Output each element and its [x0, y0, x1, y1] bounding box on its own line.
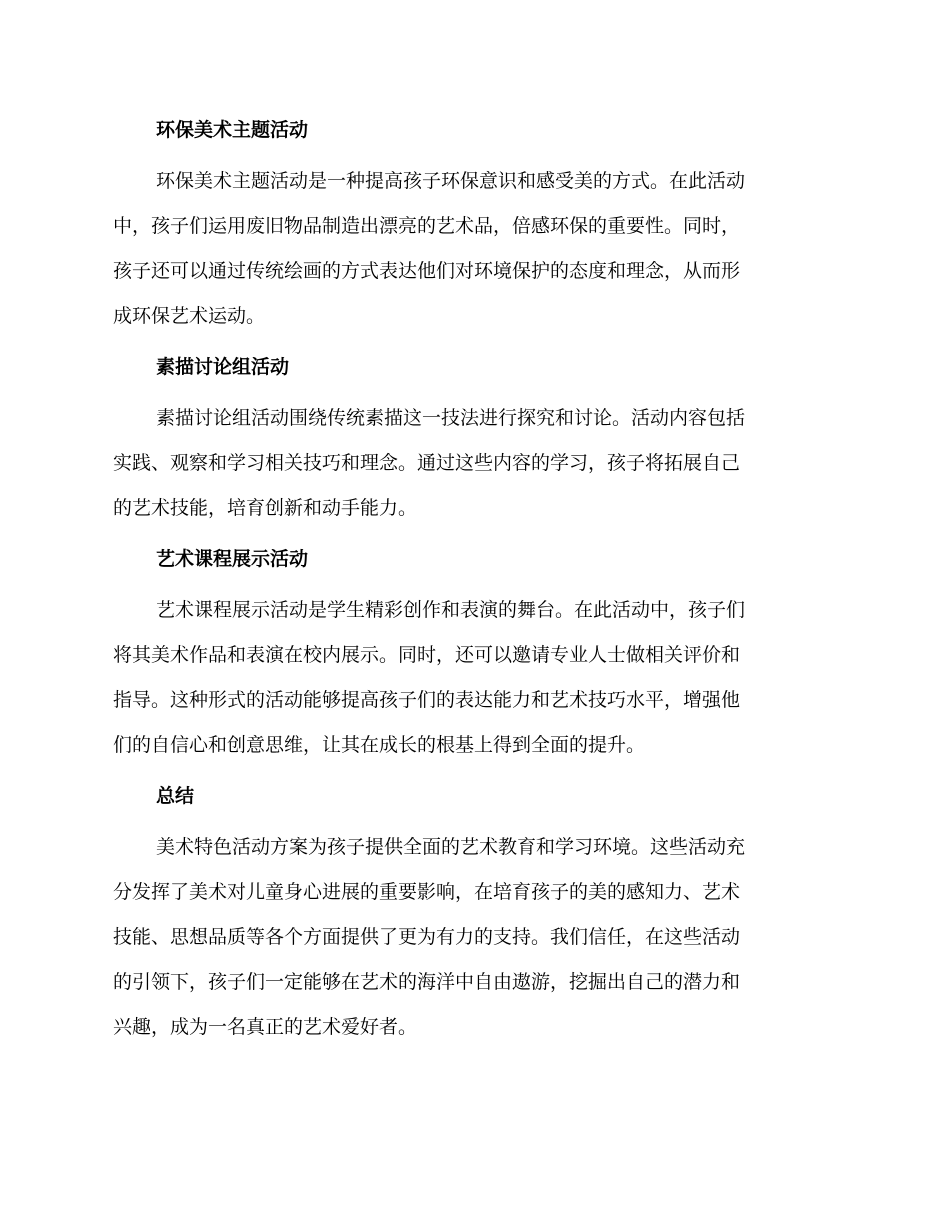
paragraph-line: 的引领下，孩子们一定能够在艺术的海洋中自由遨游，挖掘出自己的潜力和: [113, 971, 741, 993]
paragraph-line: 分发挥了美术对儿童身心进展的重要影响，在培育孩子的美的感知力、艺术: [113, 881, 741, 903]
section-paragraph-summary: [113, 825, 835, 1050]
paragraph-line: 实践、观察和学习相关技巧和理念。通过这些内容的学习，孩子将拓展自己: [113, 452, 741, 474]
section-paragraph-course-show: [113, 588, 835, 768]
document-body: [113, 108, 835, 1056]
section-heading-summary: 总结: [156, 785, 195, 807]
section-paragraph-sketch: [113, 396, 835, 531]
paragraph-line: 美术特色活动方案为孩子提供全面的艺术教育和学习环境。这些活动充: [156, 836, 746, 858]
paragraph-line: 环保美术主题活动是一种提高孩子环保意识和感受美的方式。在此活动: [156, 170, 746, 192]
section-heading-course-show: 艺术课程展示活动: [156, 548, 309, 570]
paragraph-line: 们的自信心和创意思维，让其在成长的根基上得到全面的提升。: [113, 734, 646, 756]
paragraph-line: 指导。这种形式的活动能够提高孩子们的表达能力和艺术技巧水平，增强他: [113, 689, 741, 711]
paragraph-line: 将其美术作品和表演在校内展示。同时，还可以邀请专业人士做相关评价和: [113, 644, 741, 666]
paragraph-line: 艺术课程展示活动是学生精彩创作和表演的舞台。在此活动中，孩子们: [156, 599, 746, 621]
paragraph-line: 中，孩子们运用废旧物品制造出漂亮的艺术品，倍感环保的重要性。同时，: [113, 215, 741, 237]
paragraph-line: 成环保艺术运动。: [113, 305, 266, 327]
section-heading-sketch: 素描讨论组活动: [156, 356, 290, 378]
section-heading-eco-art: 环保美术主题活动: [156, 119, 309, 141]
paragraph-line: 技能、思想品质等各个方面提供了更为有力的支持。我们信任，在这些活动: [113, 926, 741, 948]
paragraph-line: 孩子还可以通过传统绘画的方式表达他们对环境保护的态度和理念，从而形: [113, 260, 741, 282]
paragraph-line: 兴趣，成为一名真正的艺术爱好者。: [113, 1016, 418, 1038]
paragraph-line: 素描讨论组活动围绕传统素描这一技法进行探究和讨论。活动内容包括: [156, 407, 746, 429]
section-paragraph-eco-art: [113, 159, 835, 339]
paragraph-line: 的艺术技能，培育创新和动手能力。: [113, 497, 418, 519]
